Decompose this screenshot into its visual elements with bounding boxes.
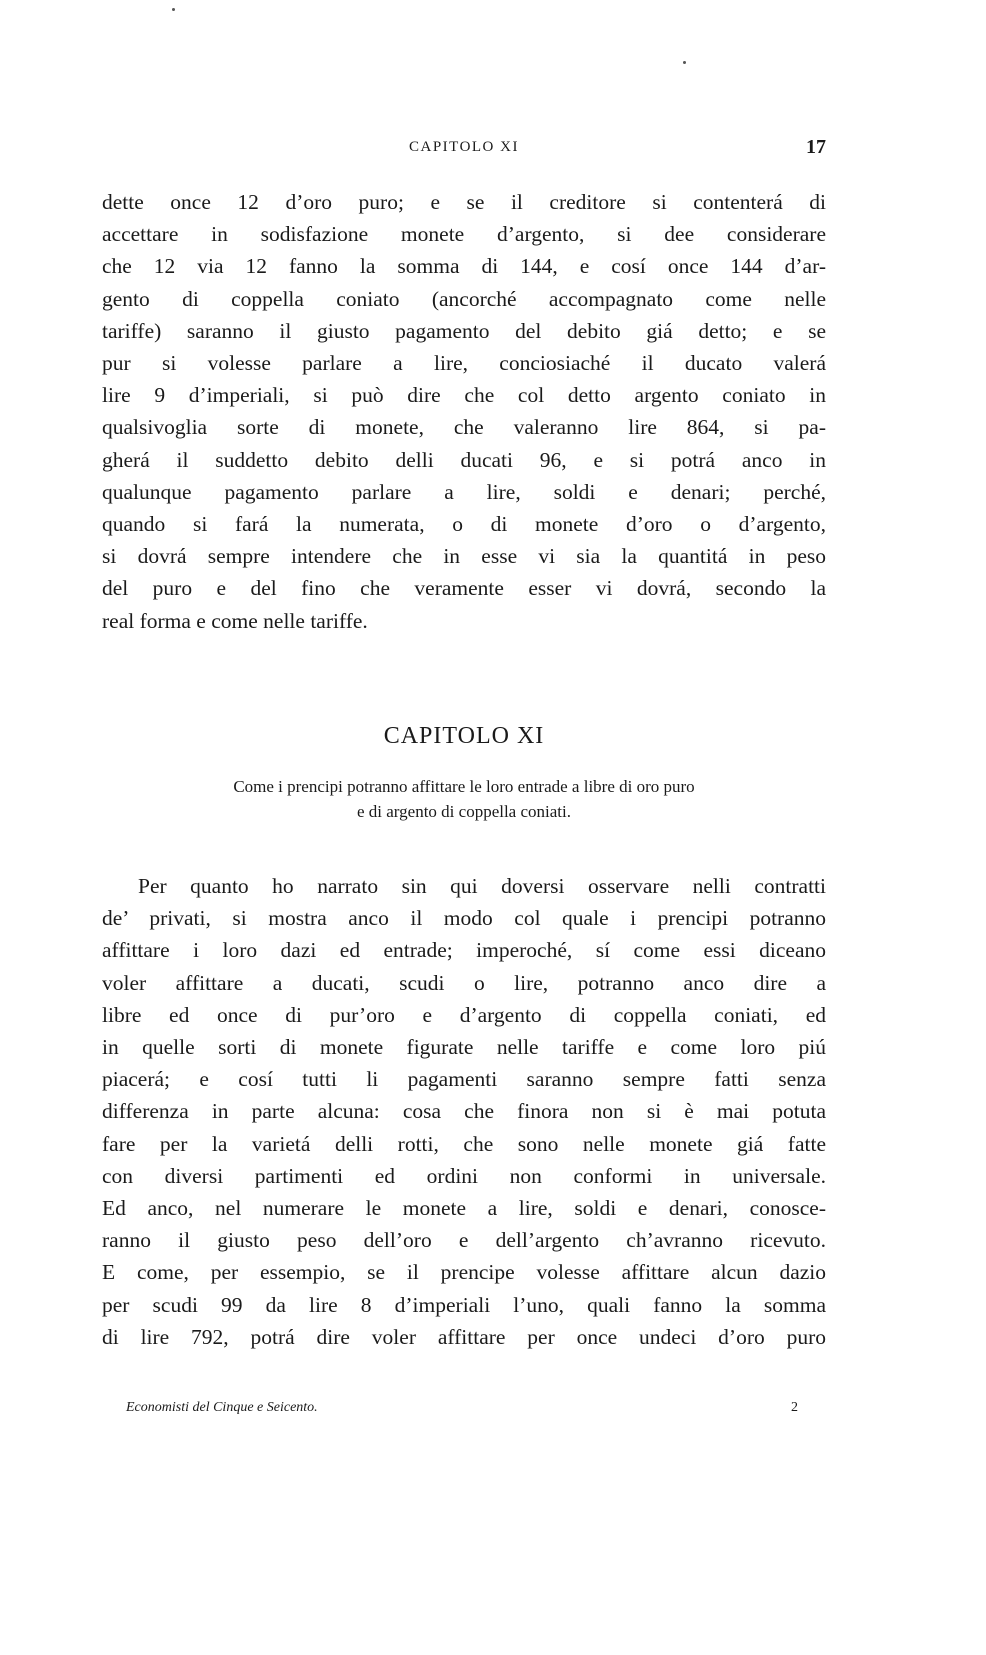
text-line: Ed anco, nel numerare le monete a lire, soldi e denari, conosce- [102,1196,826,1221]
text-line: real forma e come nelle tariffe. [102,608,368,633]
text-line: accettare in sodisfazione monete d’argento, si dee considerare [102,222,826,247]
text-line: affittare i loro dazi ed entrade; imperoché, sí come essi diceano [102,938,826,963]
text-line: piacerá; e cosí tutti li pagamenti saranno sempre fatti senza [102,1067,826,1092]
chapter-paragraph [102,870,826,1353]
text-line: lire 9 d’imperiali, si può dire che col detto argento coniato in [102,383,826,408]
text-line: ranno il giusto peso dell’oro e dell’argento ch’avranno ricevuto. [102,1228,826,1253]
text-line: libre ed once di pur’oro e d’argento di coppella coniati, ed [102,1002,826,1027]
text-line: per scudi 99 da lire 8 d’imperiali l’uno, quali fanno la somma [102,1292,826,1317]
text-line: in quelle sorti di monete figurate nelle tariffe e come loro piú [102,1035,826,1060]
text-line: de’ privati, si mostra anco il modo col quale i prencipi potranno [102,906,826,931]
text-line: qualunque pagamento parlare a lire, soldi e denari; perché, [102,479,826,504]
page-number: 17 [806,136,826,158]
text-line: tariffe) saranno il giusto pagamento del debito giá detto; e se [102,318,826,343]
text-line: con diversi partimenti ed ordini non conformi in universale. [102,1163,826,1188]
text-line: voler affittare a ducati, scudi o lire, potranno anco dire a [102,970,826,995]
text-line: dette once 12 d’oro puro; e se il creditore si contenterá di [102,190,826,214]
summary-line: e di argento di coppella coniati. [356,802,571,821]
continued-paragraph [102,186,826,637]
text-line: differenza in parte alcuna: cosa che finora non si è mai potuta [102,1099,826,1124]
text-line: E come, per essempio, se il prencipe volesse affittare alcun dazio [102,1260,826,1285]
chapter-heading: CAPITOLO XI [383,723,545,749]
running-head-title: CAPITOLO XI [409,139,519,155]
text-line: fare per la varietá delli rotti, che sono nelle monete giá fatte [102,1131,826,1156]
text-line: Per quanto ho narrato sin qui doversi osservare nelli contratti [138,874,826,898]
text-line: che 12 via 12 fanno la somma di 144, e cosí once 144 d’ar- [102,254,826,279]
running-head [102,136,826,160]
text-line: gento di coppella coniato (ancorché accompagnato come nelle [102,286,826,311]
chapter-summary [102,774,826,824]
text-line: pur si volesse parlare a lire, conciosiaché il ducato valerá [102,351,826,376]
text-line: si dovrá sempre intendere che in esse vi sia la quantitá in peso [102,544,826,569]
text-line: quando si fará la numerata, o di monete d’oro o d’argento, [102,512,826,537]
series-title: Economisti del Cinque e Seicento. [126,1400,318,1415]
text-line: qualsivoglia sorte di monete, che valeranno lire 864, si pa- [102,415,826,440]
scan-speck [683,61,686,64]
text-line: di lire 792, potrá dire voler affittare per once undeci d’oro puro [102,1324,826,1349]
summary-line: Come i prencipi potranno affittare le loro entrade a libre di oro puro [233,777,695,796]
signature-mark: 2 [791,1400,798,1415]
page-footer [102,1400,826,1422]
text-line: gherá il suddetto debito delli ducati 96, e si potrá anco in [102,447,826,472]
scan-speck [172,8,175,11]
text-line: del puro e del fino che veramente esser vi dovrá, secondo la [102,576,826,601]
